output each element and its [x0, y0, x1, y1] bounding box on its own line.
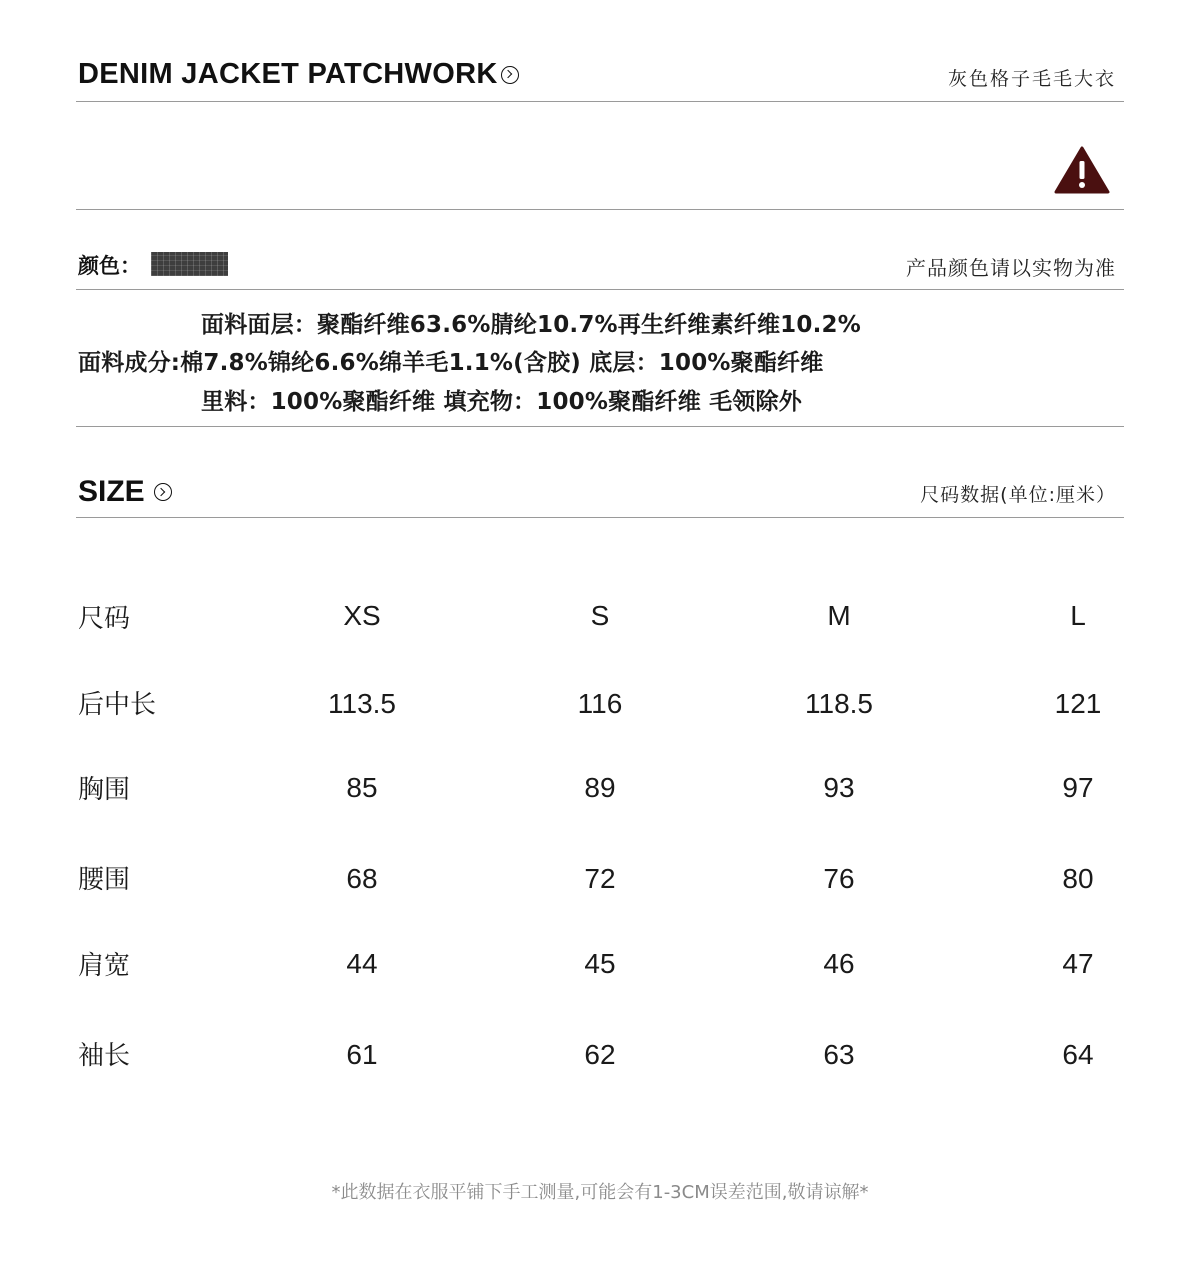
table-cell: 45 — [584, 948, 616, 979]
table-cell: 85 — [346, 772, 378, 803]
size-title-row — [78, 475, 172, 509]
size-unit-note: 尺码数据(单位:厘米） — [920, 484, 1116, 506]
divider — [76, 101, 1124, 102]
row-label-shoulder: 肩宽 — [78, 951, 131, 981]
table-cell: 97 — [1062, 772, 1094, 803]
row-label-chest: 胸围 — [78, 775, 131, 805]
table-cell: 93 — [823, 772, 855, 803]
table-cell: 113.5 — [328, 688, 396, 719]
warning-triangle-icon — [1054, 145, 1110, 195]
table-cell: 80 — [1062, 863, 1094, 894]
table-cell: 89 — [584, 772, 616, 803]
size-header-xs: XS — [343, 600, 381, 631]
table-cell: 46 — [823, 948, 855, 979]
row-label-sleeve: 袖长 — [78, 1041, 131, 1071]
table-cell: 47 — [1062, 948, 1094, 979]
table-cell: 68 — [346, 863, 378, 894]
circle-arrow-right-icon — [501, 66, 519, 84]
measurement-disclaimer: *此数据在衣服平铺下手工测量,可能会有1-3CM误差范围,敬请谅解* — [331, 1182, 869, 1203]
circle-arrow-right-icon — [154, 483, 172, 501]
fabric-line-composition: 面料成分:棉7.8%锦纶6.6%绵羊毛1.1%(含胶) 底层：100%聚酯纤维 — [78, 350, 824, 376]
color-swatch — [151, 252, 228, 276]
fabric-line-lining: 里料：100%聚酯纤维 填充物：100%聚酯纤维 毛领除外 — [201, 389, 802, 415]
row-label-back-length: 后中长 — [78, 690, 157, 720]
size-header-s: S — [590, 600, 610, 631]
table-cell: 63 — [823, 1039, 855, 1070]
table-cell: 64 — [1062, 1039, 1094, 1070]
table-cell: 61 — [346, 1039, 378, 1070]
divider — [76, 209, 1124, 210]
size-header-l: L — [1070, 600, 1086, 631]
table-cell: 76 — [823, 863, 855, 894]
row-label-waist: 腰围 — [78, 865, 131, 895]
divider — [76, 289, 1124, 290]
table-cell: 118.5 — [805, 688, 873, 719]
table-cell: 62 — [584, 1039, 616, 1070]
page-title-row — [78, 58, 519, 91]
size-header-m: M — [827, 600, 851, 631]
table-cell: 121 — [1054, 688, 1102, 719]
color-label: 颜色： — [78, 254, 141, 278]
table-cell: 44 — [346, 948, 378, 979]
size-title: SIZE — [78, 475, 145, 508]
divider — [76, 517, 1124, 518]
product-name: 灰色格子毛毛大衣 — [947, 68, 1116, 90]
divider — [76, 426, 1124, 427]
fabric-line-outer: 面料面层：聚酯纤维63.6%腈纶10.7%再生纤维素纤维10.2% — [201, 312, 861, 338]
table-cell: 72 — [584, 863, 616, 894]
table-header-label: 尺码 — [78, 604, 131, 634]
table-cell: 116 — [577, 688, 623, 719]
color-note: 产品颜色请以实物为准 — [906, 256, 1116, 280]
page-title: DENIM JACKET PATCHWORK — [78, 58, 498, 90]
